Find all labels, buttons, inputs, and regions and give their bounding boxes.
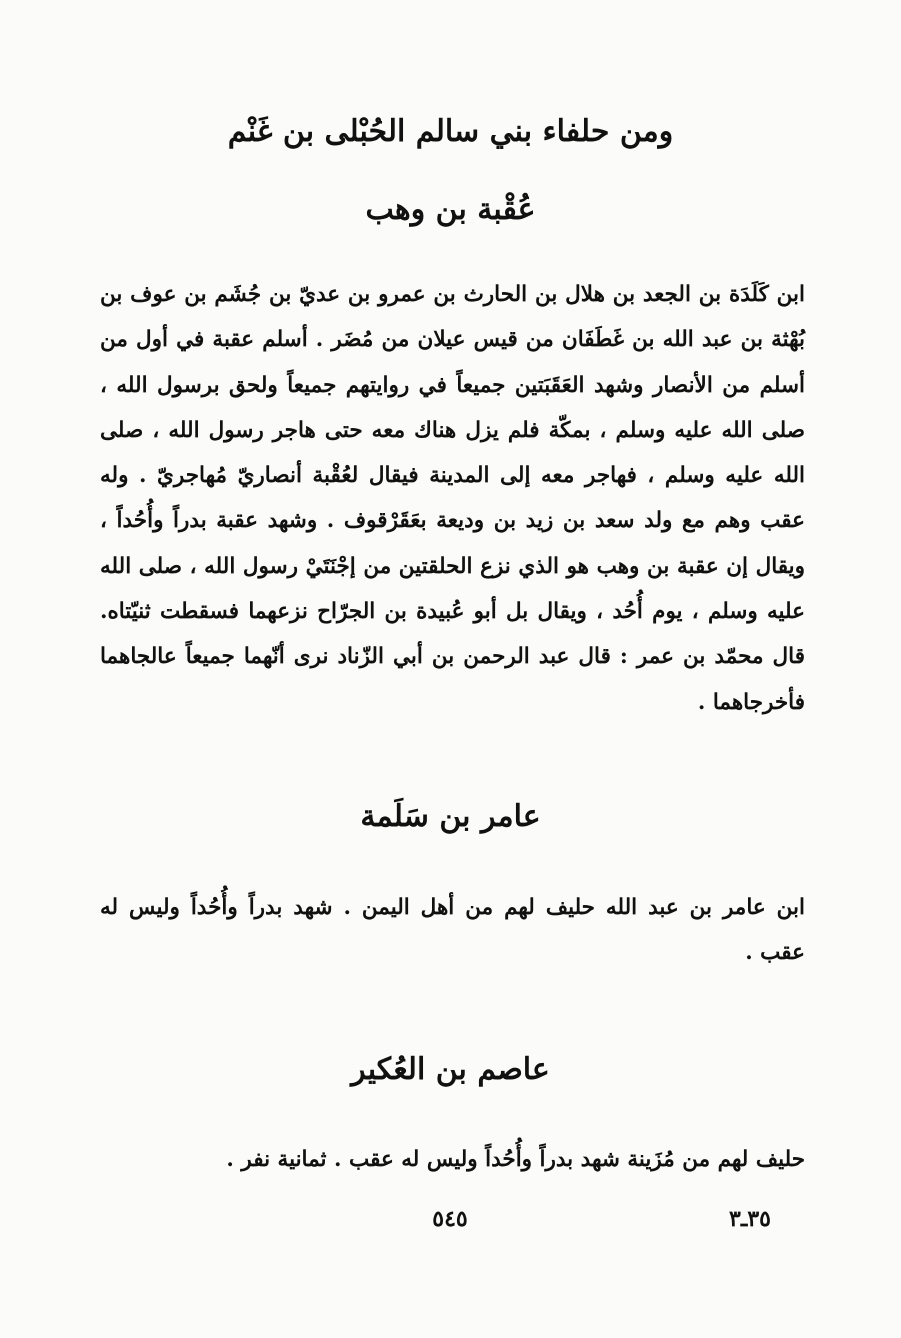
entry-body-uqba-ibn-wahb: ابن كَلَدَة بن الجعد بن هلال بن الحارث بن عمرو بن عديّ بن جُشَم بن عوف بن بُهْثة بن عبد الله بن غَطَفَان من قيس عيلان من مُضَر . أسلم عقبة في أول من أسلم من الأنصار وشهد العَقَبَتين جميعاً في روايتهم جميعاً ولحق برسول الله ، صلى الله عليه وسلم ، بمكّة فلم يزل هناك معه حتى هاجر رسول الله ، صلى الله عليه وسلم ، فهاجر معه إلى المدينة فيقال لعُقْبة أنصاريّ مُهاجريّ . وله عقب وهم مع ولد سعد بن زيد بن وديعة بعَقَرْقوف . وشهد عقبة بدراً وأُحُداً ، ويقال إن عقبة بن وهب هو الذي نزع الحلقتين من إجْنَتَيْ رسول الله ، صلى الله عليه وسلم ، يوم أُحُد ، ويقال بل أبو عُبيدة بن الجرّاح نزعهما فسقطت ثنيّتاه. قال محمّد بن عمر : قال عبد الرحمن بن أبي الزّناد نرى أنّهما جميعاً عالجاهما فأخرجاهما . xyxy=(100,282,805,715)
entry-body-asim-ibn-al-ukayr: حليف لهم من مُزَينة شهد بدراً وأُحُداً وليس له عقب . ثمانية نفر . xyxy=(226,1147,805,1172)
page-number: ٥٤٥ xyxy=(432,1206,468,1232)
entry-heading-uqba-ibn-wahb: عُقْبة بن وهب xyxy=(365,192,536,227)
signature-mark: ٣٥ـ٣ xyxy=(729,1206,771,1232)
entry-heading-asim-ibn-al-ukayr: عاصم بن العُكير xyxy=(351,1052,550,1087)
section-heading-allies-bani-salim: ومن حلفاء بني سالم الحُبْلى بن غَنْم xyxy=(227,114,674,149)
entry-body-amir-ibn-salama: ابن عامر بن عبد الله حليف لهم من أهل اليمن . شهد بدراً وأُحُداً وليس له عقب . xyxy=(100,895,805,966)
entry-heading-amir-ibn-salama: عامر بن سَلَمة xyxy=(360,799,541,834)
